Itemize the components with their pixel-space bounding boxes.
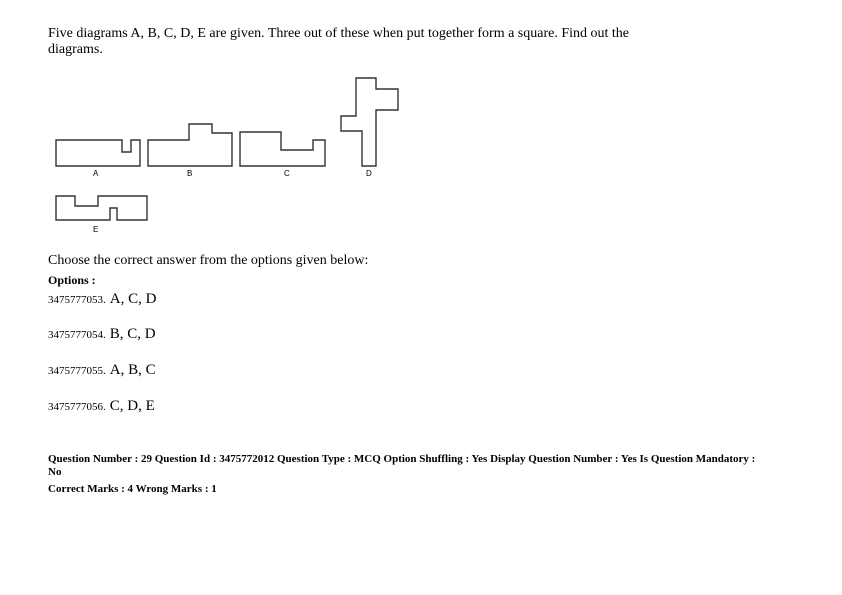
option-4-text: C, D, E <box>109 398 155 414</box>
option-2-id: 3475777054. <box>48 329 106 341</box>
question-marks: Correct Marks : 4 Wrong Marks : 1 <box>48 483 217 495</box>
question-text: Five diagrams A, B, C, D, E are given. Three out of these when put together form a square. Find out the diagrams. <box>48 26 629 57</box>
option-4-id: 3475777056. <box>48 401 106 413</box>
figure-c-label: C <box>284 169 290 178</box>
option-2[interactable] <box>48 325 156 343</box>
figure-a-shape <box>56 140 140 166</box>
option-4[interactable] <box>48 397 155 415</box>
option-3[interactable] <box>48 361 156 379</box>
option-1-id: 3475777053. <box>48 294 106 306</box>
option-3-id: 3475777055. <box>48 365 106 377</box>
question-meta: Question Number : 29 Question Id : 3475772012 Question Type : MCQ Option Shuffling : Yes Display Question Number : Yes Is Question Mandatory : No <box>48 453 756 478</box>
figure-b-label: B <box>187 169 193 178</box>
options-heading: Options : <box>48 273 96 287</box>
figure-c-shape <box>240 132 325 166</box>
choose-instruction: Choose the correct answer from the options given below: <box>48 253 369 268</box>
figure-d-label: D <box>366 169 372 178</box>
option-1-text: A, C, D <box>109 291 157 307</box>
figure-d-shape <box>341 78 398 166</box>
figure-e-shape <box>56 196 147 220</box>
option-1[interactable] <box>48 290 156 308</box>
figure-a-label: A <box>93 169 99 178</box>
figure-e-label: E <box>93 225 99 234</box>
option-2-text: B, C, D <box>109 326 156 342</box>
figure-b-shape <box>148 124 232 166</box>
option-3-text: A, B, C <box>109 362 156 378</box>
